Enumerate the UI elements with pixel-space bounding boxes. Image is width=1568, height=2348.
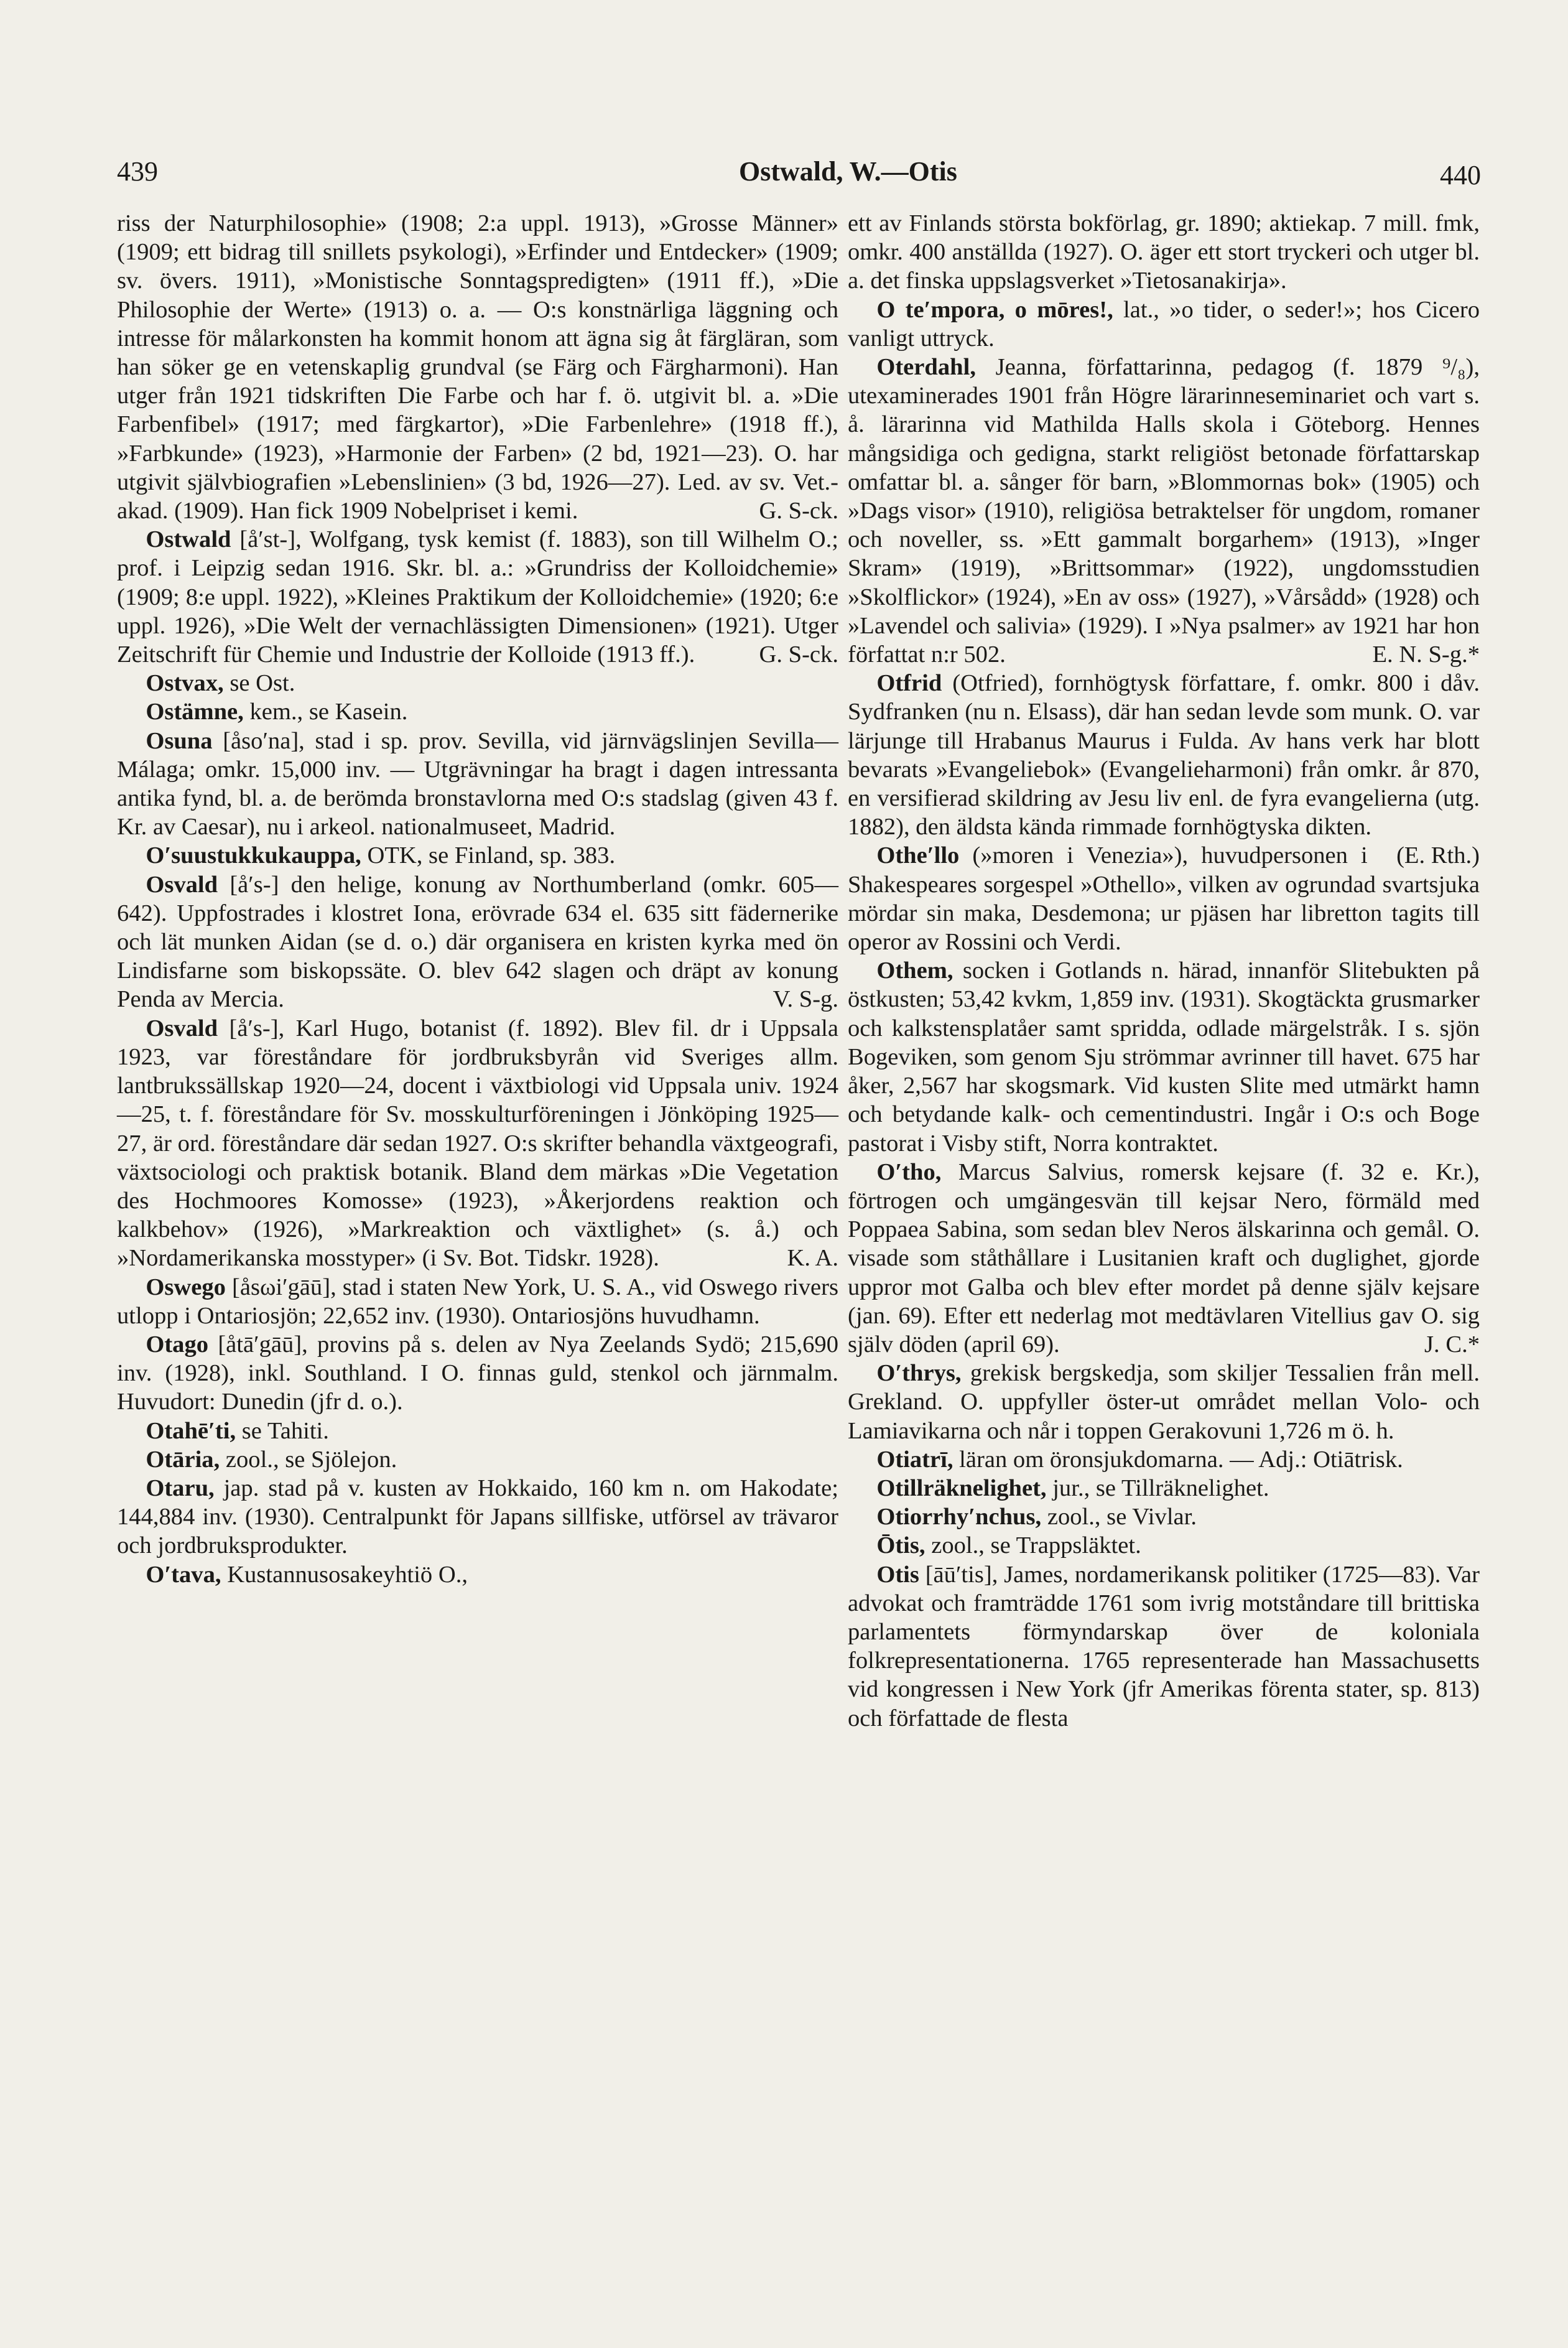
entry-text: Marcus Salvius, romersk kejsare (f. 32 e. Kr.), förtrogen och umgängesvän till kejsar Nero, förmäld med Poppaea Sabina, som sedan blev Neros älskarinna och gemål. O. visade som ståthållare i Lusitanien kraft och duglighet, gjorde uppror mot Galba och blev efter mordet på denne själv kejsare (jan. 69). Efter ett nederlag mot medtävlaren Vitellius gav O. sig själv döden (april 69). (848, 1158, 1480, 1358)
entry-headword: Ostämne, (146, 699, 244, 725)
dictionary-entry (848, 1445, 1480, 1474)
entry-headword: Otaru, (146, 1474, 215, 1501)
entry-text: lat., »o tider, o seder!»; hos Cicero vanligt uttryck. (848, 296, 1480, 352)
entry-headword: O te′mpora, o mōres!, (876, 296, 1113, 323)
entry-text: (»moren i Venezia»), huvudpersonen i Shakespeares sorgespel »Othello», vilken av ogrundad svartsjuka mördar sin maka, Desdemona; ur pjäsen har libretton tagits till operor av Rossini och Verdi. (848, 842, 1480, 956)
right-column (848, 209, 1480, 1733)
entry-headword: Oterdahl, (876, 354, 976, 381)
entry-text: [å′s-], Karl Hugo, botanist (f. 1892). Blev fil. dr i Uppsala 1923, var föreståndare för jordbruksbyrån vid Sveriges allm. lantbrukssällskap 1920—24, docent i växtbiologi vid Uppsala univ. 1924—25, t. f. föreståndare för Sv. mosskulturföreningen i Jönköping 1925—27, är ord. föreståndare där sedan 1927. O:s skrifter behandla växtgeografi, växtsociologi och praktisk botanik. Bland dem märkas »Die Vegetation des Hochmoores Komosse» (1923), »Åkerjordens reaktion och kalkbehov» (1926), »Markreaktion och växtlighet» (s. å.) och »Nordamerikanska mosstyper» (i Sv. Bot. Tidskr. 1928). (117, 1015, 838, 1272)
entry-text: jap. stad på v. kusten av Hokkaido, 160 km n. om Hakodate; 144,884 inv. (1930). Centralpunkt för Japans sillfiske, utförsel av trävaror och jordbruksprodukter. (117, 1474, 838, 1559)
dictionary-entry (848, 1531, 1480, 1560)
author-signature: K. A. (787, 1245, 838, 1272)
entry-text: zool., se Trappsläktet. (931, 1532, 1141, 1559)
entry-headword: O′thrys, (876, 1360, 962, 1387)
dictionary-entry (117, 1560, 838, 1589)
dictionary-entry (848, 1474, 1480, 1502)
entry-headword: O′tava, (146, 1561, 221, 1588)
entry-headword: Otago (146, 1331, 209, 1358)
entry-text: ett av Finlands största bokförlag, gr. 1890; aktiekap. 7 mill. fmk, omkr. 400 anställda (1927). O. äger ett stort tryckeri och utger bl. a. det finska uppslagsverket »Tietosanakirja». (848, 210, 1480, 294)
entry-headword: Otiatrī, (876, 1446, 953, 1473)
dictionary-entry (117, 1417, 838, 1445)
author-signature: G. S-ck. (759, 641, 838, 668)
dictionary-entry (117, 697, 838, 726)
entry-headword: Othe′llo (876, 842, 960, 869)
dictionary-entry (117, 727, 838, 842)
dictionary-entry (117, 1445, 838, 1474)
entry-headword: Otfrid (876, 670, 942, 697)
dictionary-entry (848, 1560, 1480, 1733)
dictionary-entry (848, 353, 1480, 669)
entry-text: [āū′tis], James, nordamerikansk politiker (1725—83). Var advokat och framträdde 1761 som ivrig motståndare till brittiska parlamentets förmyndarskap över de koloniala folkrepresentationerna. 1765 representerade han Massachusetts vid kongressen i New York (jfr Amerikas förenta stater, sp. 813) och författade de flesta (848, 1561, 1480, 1731)
page-header (117, 156, 1481, 193)
entry-text: jur., se Tillräknelighet. (1052, 1474, 1269, 1501)
author-signature: J. C.* (1424, 1331, 1480, 1358)
entry-text: [å′st-], Wolfgang, tysk kemist (f. 1883), son till Wilhelm O.; prof. i Leipzig sedan 1916. Skr. bl. a.: »Grundriss der Kolloidchemie» (1909; 8:e uppl. 1922), »Kleines Praktikum der Kolloidchemie» (1920; 6:e uppl. 1926), »Die Welt der vernachlässigten Dimensionen» (1921). Utger Zeitschrift für Chemie und Industrie der Kolloide (1913 ff.). (117, 526, 838, 668)
dictionary-entry (117, 1273, 838, 1330)
entry-text: OTK, se Finland, sp. 383. (367, 842, 616, 869)
entry-text: kem., se Kasein. (249, 699, 408, 725)
author-signature: V. S-g. (772, 986, 838, 1013)
dictionary-entry (117, 525, 838, 669)
entry-headword: Otis (876, 1561, 919, 1588)
page-number-left: 439 (117, 156, 158, 187)
dictionary-entry (117, 1474, 838, 1560)
page-number-right: 440 (1440, 160, 1481, 190)
entry-text: [åsωi′gāū], stad i staten New York, U. S. A., vid Oswego rivers utlopp i Ontariosjön; 22,652 inv. (1930). Ontariosjöns huvudhamn. (117, 1274, 838, 1329)
entry-headword: Ōtis, (876, 1532, 925, 1559)
entry-headword: Ostwald (146, 526, 231, 553)
entry-text: se Ost. (230, 670, 295, 697)
entry-text: se Tahiti. (241, 1417, 329, 1444)
entry-headword: Otiorrhy′nchus, (876, 1504, 1042, 1530)
entry-headword: Othem, (876, 957, 953, 984)
running-head: Ostwald, W.—Otis (739, 156, 957, 187)
entry-text: [åso′na], stad i sp. prov. Sevilla, vid järnvägslinjen Sevilla—Málaga; omkr. 15,000 inv. — Utgrävningar ha bragt i dagen intressanta antika fynd, bl. a. de berömda bronstavlorna med O:s stadslag (given 43 f. Kr. av Caesar), nu i arkeol. nationalmuseet, Madrid. (117, 727, 838, 841)
dictionary-entry (848, 1359, 1480, 1445)
dictionary-entry (117, 870, 838, 1014)
entry-text: [å′s-] den helige, konung av Northumberland (omkr. 605—642). Uppfostrades i klostret Iona, erövrade 634 el. 635 sitt fädernerike och lät munken Aidan (se d. o.) där organisera en kristen kyrka med ön Lindisfarne som biskopssäte. O. blev 642 slagen och dräpt av konung Penda av Mercia. (117, 871, 838, 1013)
dictionary-entry (117, 841, 838, 870)
dictionary-entry (848, 1502, 1480, 1531)
left-column (117, 209, 838, 1589)
entry-headword: Osuna (146, 727, 213, 754)
entry-text: Jeanna, författarinna, pedagog (f. 1879 ⁹/₈), utexaminerades 1901 från Högre lärarinneseminariet och vart s. å. lärarinna vid Mathilda Halls skola i Göteborg. Hennes mångsidiga och gedigna, starkt religiöst betonade författarskap omfattar bl. a. sånger för barn, »Blommornas bok» (1905) och »Dags visor» (1910), religiösa betraktelser för ungdom, romaner och noveller, ss. »Ett gammalt borgarhem» (1913), »Inger Skram» (1919), »Brittsommar» (1922), ungdomsstudien »Skolflickor» (1924), »En av oss» (1927), »Vårsådd» (1928) och »Lavendel och salivia» (1929). I »Nya psalmer» av 1921 har hon författat n:r 502. (848, 354, 1480, 668)
entry-text: [åtā′gāū], provins på s. delen av Nya Zeelands Sydö; 215,690 inv. (1928), inkl. Southland. I O. finnas guld, stenkol och järnmalm. Huvudort: Dunedin (jfr d. o.). (117, 1331, 838, 1415)
entry-text: Kustannusosakeyhtiö O., (227, 1561, 468, 1588)
entry-headword: Otāria, (146, 1446, 220, 1473)
entry-headword: O′suustukkukauppa, (146, 842, 361, 869)
entry-headword: O′tho, (876, 1158, 942, 1185)
dictionary-entry (848, 956, 1480, 1157)
entry-headword: Osvald (146, 871, 218, 898)
entry-text: zool., se Vivlar. (1047, 1504, 1197, 1530)
entry-text: zool., se Sjölejon. (225, 1446, 397, 1473)
entry-headword: Otahē′ti, (146, 1417, 236, 1444)
dictionary-entry (117, 209, 838, 525)
dictionary-entry (848, 1158, 1480, 1359)
entry-headword: Osvald (146, 1015, 218, 1041)
dictionary-entry (117, 669, 838, 697)
dictionary-entry (848, 296, 1480, 353)
entry-text: (Otfried), fornhögtysk författare, f. omkr. 800 i dåv. Sydfranken (nu n. Elsass), där han sedan levde som munk. O. var lärjunge till Hrabanus Maurus i Fulda. Av hans verk har blott bevarats »Evangeliebok» (Evangelieharmoni) från omkr. år 870, en versifierad skildring av Jesu liv enl. de fyra evangelierna (utg. 1882), den äldsta kända rimmade fornhögtyska dikten. (848, 670, 1480, 841)
dictionary-entry (848, 209, 1480, 296)
entry-headword: Oswego (146, 1274, 226, 1300)
entry-text: socken i Gotlands n. härad, innanför Slitebukten på östkusten; 53,42 kvkm, 1,859 inv. (1931). Skogtäckta grusmarker och kalkstensplatåer samt spridda, odlade märgelstråk. I s. sjön Bogeviken, som genom Sju strömmar avrinner till havet. 675 har åker, 2,567 har skogsmark. Vid kusten Slite med utmärkt hamn och betydande kalk- och cementindustri. Ingår i O:s och Boge pastorat i Visby stift, Norra kontraktet. (848, 957, 1480, 1157)
entry-text: riss der Naturphilosophie» (1908; 2:a uppl. 1913), »Grosse Männer» (1909; ett bidrag till snillets psykologi), »Erfinder und Entdecker» (1909; sv. övers. 1911), »Monistische Sonntagspredigten» (1911 ff.), »Die Philosophie der Werte» (1913) o. a. — O:s konstnärliga läggning och intresse för målarkonsten ha kommit honom att ägna sig åt färgläran, som han söker ge en vetenskaplig grundval (se Färg och Färgharmoni). Han utger från 1921 tidskriften Die Farbe och har f. ö. utgivit bl. a. »Die Farbenfibel» (1917; med färgkartor), »Die Farbenlehre» (1918 ff.), »Farbkunde» (1923), »Harmonie der Farben» (2 bd, 1921—23). O. har utgivit självbiografien »Lebenslinien» (3 bd, 1926—27). Led. av sv. Vet.-akad. (1909). Han fick 1909 Nobelpriset i kemi. (117, 210, 838, 524)
author-signature: E. N. S-g.* (1372, 641, 1480, 668)
dictionary-entry (117, 1014, 838, 1273)
entry-headword: Ostvax, (146, 670, 224, 697)
dictionary-entry (117, 1330, 838, 1417)
author-signature: (E. Rth.) (1396, 842, 1480, 869)
entry-text: läran om öronsjukdomarna. — Adj.: Otiātrisk. (959, 1446, 1403, 1473)
entry-headword: Otillräknelighet, (876, 1474, 1047, 1501)
author-signature: G. S-ck. (759, 498, 838, 524)
entry-text: grekisk bergskedja, som skiljer Tessalien från mell. Grekland. O. uppfyller öster-ut området mellan Volo- och Lamiavikarna och når i toppen Gerakovuni 1,726 m ö. h. (848, 1360, 1480, 1444)
